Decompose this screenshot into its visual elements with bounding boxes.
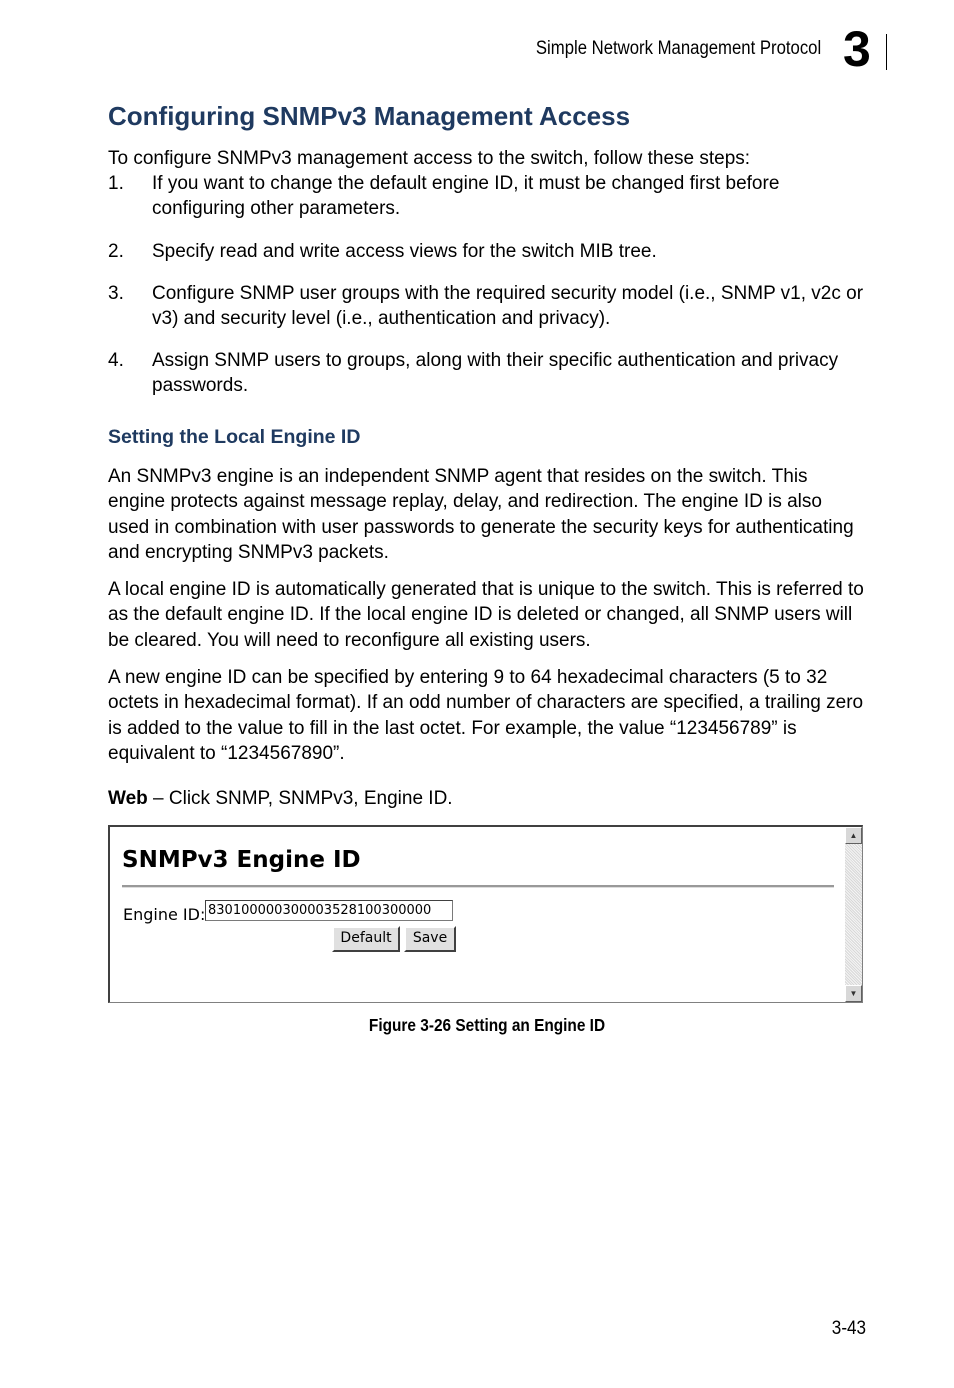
vertical-scrollbar[interactable] [845,827,862,1002]
panel-divider [122,885,834,888]
list-item-text: Configure SNMP user groups with the required security model (i.e., SNMP v1, v2c or v3) and security level (i.e., authentication and privacy). [152,283,864,330]
list-item-number: 4. [108,350,124,371]
list-item-number: 2. [108,241,124,262]
paragraph: A new engine ID can be specified by entering 9 to 64 hexadecimal characters (5 to 32 octets in hexadecimal format). If an odd number of characters are specified, a trailing zero is added to the value to fill in the last octet. For example, the value “123456789” is equivalent to “1234567890”. [108,667,864,764]
figure-caption: Figure 3-26 Setting an Engine ID [368,1015,606,1035]
page-number: 3-43 [831,1318,866,1339]
header-rule [886,34,887,70]
panel-title: SNMPv3 Engine ID [122,847,361,873]
scroll-up-icon[interactable]: ▲ [845,827,862,844]
engine-id-screenshot [108,825,863,1003]
web-instruction-text: – Click SNMP, SNMPv3, Engine ID. [147,788,453,809]
list-item-number: 1. [108,173,124,194]
paragraph: A local engine ID is automatically generated that is unique to the switch. This is referred to as the default engine ID. If the local engine ID is deleted or changed, all SNMP users will be cleared. You will need to reconfigure all existing users. [108,579,864,651]
subsection-heading: Setting the Local Engine ID [108,426,361,448]
web-instruction [108,788,453,810]
chapter-number: 3 [843,21,871,77]
engine-id-input[interactable]: 830100000300003528100300000 [205,900,453,921]
list-item-number: 3. [108,283,124,304]
list-item-text: Specify read and write access views for the switch MIB tree. [152,241,657,262]
intro-paragraph: To configure SNMPv3 management access to the switch, follow these steps: [108,148,751,169]
list-item-text: If you want to change the default engine ID, it must be changed first before configuring other parameters. [152,173,780,220]
paragraph: An SNMPv3 engine is an independent SNMP agent that resides on the switch. This engine protects against message replay, delay, and redirection. The engine ID is also used in combination with user passwords to generate the security keys for authenticating and encrypting SNMPv3 packets. [108,466,854,563]
save-button[interactable]: Save [404,926,456,952]
scroll-down-icon[interactable]: ▼ [845,985,862,1002]
web-label: Web [108,788,148,809]
running-header: Simple Network Management Protocol [535,38,821,59]
default-button[interactable]: Default [332,926,400,952]
section-heading: Configuring SNMPv3 Management Access [108,101,631,131]
engine-id-label: Engine ID: [123,905,206,924]
list-item-text: Assign SNMP users to groups, along with their specific authentication and privacy passwords. [152,350,839,397]
